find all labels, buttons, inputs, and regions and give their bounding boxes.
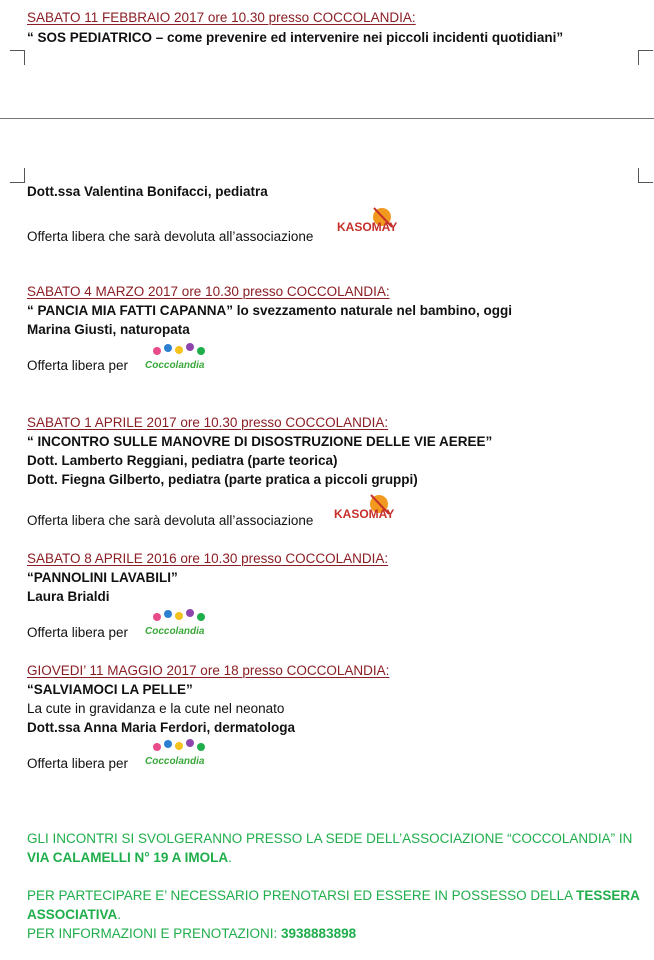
event-title-april-8: “PANNOLINI LAVABILI” <box>27 570 178 585</box>
offer-text-may: Offerta libera per <box>27 756 129 771</box>
svg-text:Coccolandia: Coccolandia <box>145 756 205 767</box>
page-corner-mark <box>10 168 25 183</box>
event-header-feb: SABATO 11 FEBBRAIO 2017 ore 10.30 presso COCCOLANDIA: <box>27 10 416 25</box>
event-speaker-april-1a: Dott. Lamberto Reggiani, pediatra (parte teorica) <box>27 453 338 468</box>
page-break-divider <box>0 118 654 119</box>
event-title-may: “SALVIAMOCI LA PELLE” <box>27 682 193 697</box>
event-subtitle-may: La cute in gravidanza e la cute nel neonato <box>27 701 285 716</box>
offer-text-april-1: Offerta libera che sarà devoluta all’associazione <box>27 513 314 528</box>
event-speaker-march: Marina Giusti, naturopata <box>27 322 190 337</box>
booking-note-line1: PER PARTECIPARE E’ NECESSARIO PRENOTARSI ED ESSERE IN POSSESSO DELLA TESSERA <box>27 888 640 903</box>
svg-text:KASOMAY: KASOMAY <box>337 220 398 234</box>
page-corner-mark <box>638 50 653 65</box>
kasomay-logo <box>336 205 398 239</box>
svg-text:Coccolandia: Coccolandia <box>145 360 205 371</box>
event-speaker-may: Dott.ssa Anna Maria Ferdori, dermatologa <box>27 720 296 735</box>
event-speaker-april-1b: Dott. Fiegna Gilberto, pediatra (parte pratica a piccoli gruppi) <box>27 472 418 487</box>
booking-note-line2: ASSOCIATIVA. <box>27 907 122 922</box>
coccolandia-logo <box>143 608 215 638</box>
coccolandia-logo <box>143 738 215 768</box>
page-corner-mark <box>638 168 653 183</box>
info-contact-line: PER INFORMAZIONI E PRENOTAZIONI: 3938883898 <box>27 926 357 941</box>
event-header-april-8: SABATO 8 APRILE 2016 ore 10.30 presso COCCOLANDIA: <box>27 551 389 566</box>
location-note-line2: VIA CALAMELLI N° 19 A IMOLA. <box>27 850 232 865</box>
event-header-april-1: SABATO 1 APRILE 2017 ore 10.30 presso COCCOLANDIA: <box>27 415 389 430</box>
kasomay-logo <box>333 492 395 526</box>
coccolandia-logo <box>143 342 215 372</box>
svg-text:Coccolandia: Coccolandia <box>145 626 205 637</box>
event-title-april-1: “ INCONTRO SULLE MANOVRE DI DISOSTRUZIONE DELLE VIE AEREE” <box>27 434 493 449</box>
event-header-may: GIOVEDI’ 11 MAGGIO 2017 ore 18 presso COCCOLANDIA: <box>27 663 390 678</box>
offer-text-march: Offerta libera per <box>27 358 129 373</box>
event-header-march: SABATO 4 MARZO 2017 ore 10.30 presso COCCOLANDIA: <box>27 284 390 299</box>
event-speaker-april-8: Laura Brialdi <box>27 589 110 604</box>
phone-number: 3938883898 <box>281 926 357 941</box>
event-title-march: “ PANCIA MIA FATTI CAPANNA” lo svezzamento naturale nel bambino, oggi <box>27 303 513 318</box>
offer-text-feb: Offerta libera che sarà devoluta all’associazione <box>27 229 314 244</box>
svg-text:KASOMAY: KASOMAY <box>334 507 395 521</box>
page-corner-mark <box>10 50 25 65</box>
location-note-line1: GLI INCONTRI SI SVOLGERANNO PRESSO LA SEDE DELL’ASSOCIAZIONE “COCCOLANDIA” IN <box>27 831 633 846</box>
event-title-feb: “ SOS PEDIATRICO – come prevenire ed intervenire nei piccoli incidenti quotidiani” <box>27 30 564 45</box>
offer-text-april-8: Offerta libera per <box>27 625 129 640</box>
speaker-feb: Dott.ssa Valentina Bonifacci, pediatra <box>27 184 268 199</box>
